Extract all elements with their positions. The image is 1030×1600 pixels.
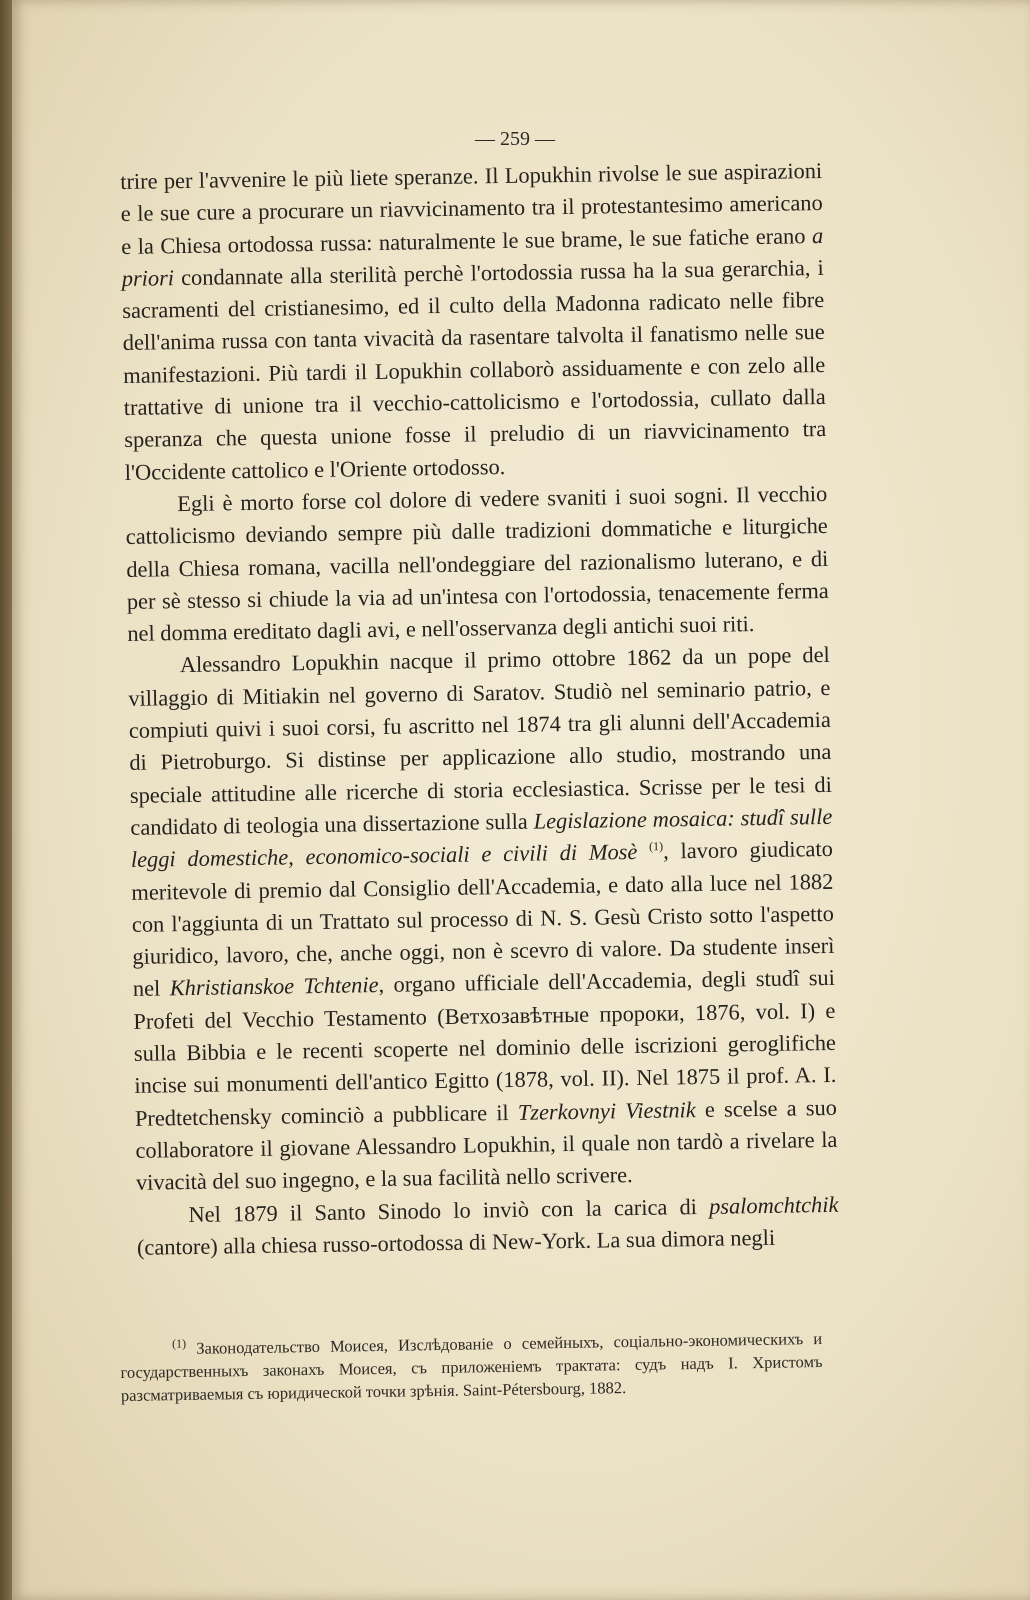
italic-text: Tzerkovnyi Viestnik bbox=[517, 1096, 696, 1125]
italic-text: Legislazione mosaica: studî sulle leggi domestiche, economico-sociali e civili di Mosè bbox=[130, 803, 833, 873]
body-paragraph bbox=[120, 155, 827, 489]
italic-text: a priori bbox=[121, 222, 824, 291]
page-number: — 259 — bbox=[475, 128, 555, 150]
italic-text: psalomchtchik bbox=[708, 1191, 839, 1219]
footnote-reference: (1) bbox=[648, 839, 664, 854]
text-run: condannate alla sterilità perchè l'ortodossia russa ha la sua gerarchia, i sacramenti del cristianesimo, ed il culto della Madonna radicato nelle fibre dell'anima russa con tanta vivacità da rasentare talvolta il fanatismo nelle sue manifestazioni. Più tardi il Lopukhin collaborò assiduamente e con zelo alle trattative di unione tra il vecchio-cattolicismo e l'ortodossia, cullato dalla speranza che questa unione fosse il preludio di un riavvicinamento tra l'Occidente cattolico e l'Oriente ortodosso. bbox=[122, 254, 827, 485]
text-run: e scelse a suo collaboratore il giovane Alessandro Lopukhin, il quale non tardò a rivelare la vivacità del suo ingegno, e la sua facilità nello scrivere. bbox=[135, 1094, 838, 1196]
text-run: , lavoro giudicato meritevole di premio dal Consiglio dell'Accademia, e dato alla luce nel 1882 con l'aggiunta di un Trattato sul processo di N. S. Gesù Cristo sotto l'aspetto giuridico, lavoro, che, anche oggi, non è scevro di valore. Da studente inserì nel bbox=[131, 836, 835, 1002]
text-run: , organo ufficiale dell'Accademia, degli studî sui Profeti del Vecchio Testamento (Ветхозавѣтные пророки, 1876, vol. I) e sulla Bibbia e le recenti scoperte nel dominio delle iscrizioni geroglifiche incise sui monumenti dell'antico Egitto (1878, vol. II). Nel 1875 il prof. A. I. Predtetchensky cominciò a pubblicare il bbox=[133, 965, 837, 1131]
body-paragraph bbox=[125, 478, 829, 650]
text-run: Alessandro Lopukhin nacque il primo ottobre 1862 da un pope del villaggio di Mitiakin nel governo di Saratov. Studiò nel seminario patrio, e compiuti quivi i suoi corsi, fu ascritto nel 1874 tra gli alunni dell'Accademia di Pietroburgo. Si distinse per applicazione allo studio, mostrando una speciale attitudine alle ricerche di storia ecclesiastica. Scrisse per le tesi di candidato di teologia una dissertazione sulla bbox=[128, 642, 832, 840]
footnote-text: Законодательство Моисея, Изслѣдованіе о семейныхъ, соціально-экономическихъ и государственныхъ законахъ Моисея, съ приложеніемъ трактата: судъ надъ І. Христомъ разсматриваемыя съ юридической точки зрѣнія. Saint-Pétersbourg, 1882. bbox=[120, 1328, 823, 1405]
text-run: Egli è morto forse col dolore di vedere svaniti i suoi sogni. Il vecchio cattolicismo deviando sempre più dalle tradizioni dommatiche e liturgiche della Chiesa romana, vacilla nell'ondeggiare del razionalismo luterano, e di per sè stesso si chiude la via ad un'intesa con l'ortodossia, tenacemente ferma nel domma ereditato dagli avi, e nell'osservanza degli antichi suoi riti. bbox=[125, 480, 829, 647]
text-run bbox=[637, 839, 649, 864]
body-text bbox=[120, 155, 839, 1264]
footnote bbox=[120, 1327, 823, 1407]
footnote-marker: (1) bbox=[171, 1336, 187, 1351]
body-paragraph bbox=[136, 1188, 839, 1264]
text-run: Nel 1879 il Santo Sinodo lo inviò con la carica di bbox=[188, 1193, 710, 1227]
body-paragraph bbox=[128, 639, 839, 1199]
text-run: trire per l'avvenire le più liete speranze. Il Lopukhin rivolse le sue aspirazioni e le sue cure a procurare un riavvicinamento tra il protestantesimo americano e la Chiesa ortodossa russa: naturalmente le sue brame, le sue fatiche erano bbox=[120, 157, 823, 259]
footnote-paragraph bbox=[120, 1327, 823, 1407]
italic-text: Khristianskoe Tchtenie bbox=[169, 972, 379, 1001]
text-run: (cantore) alla chiesa russo-ortodossa di New-York. La sua dimora negli bbox=[136, 1224, 776, 1260]
